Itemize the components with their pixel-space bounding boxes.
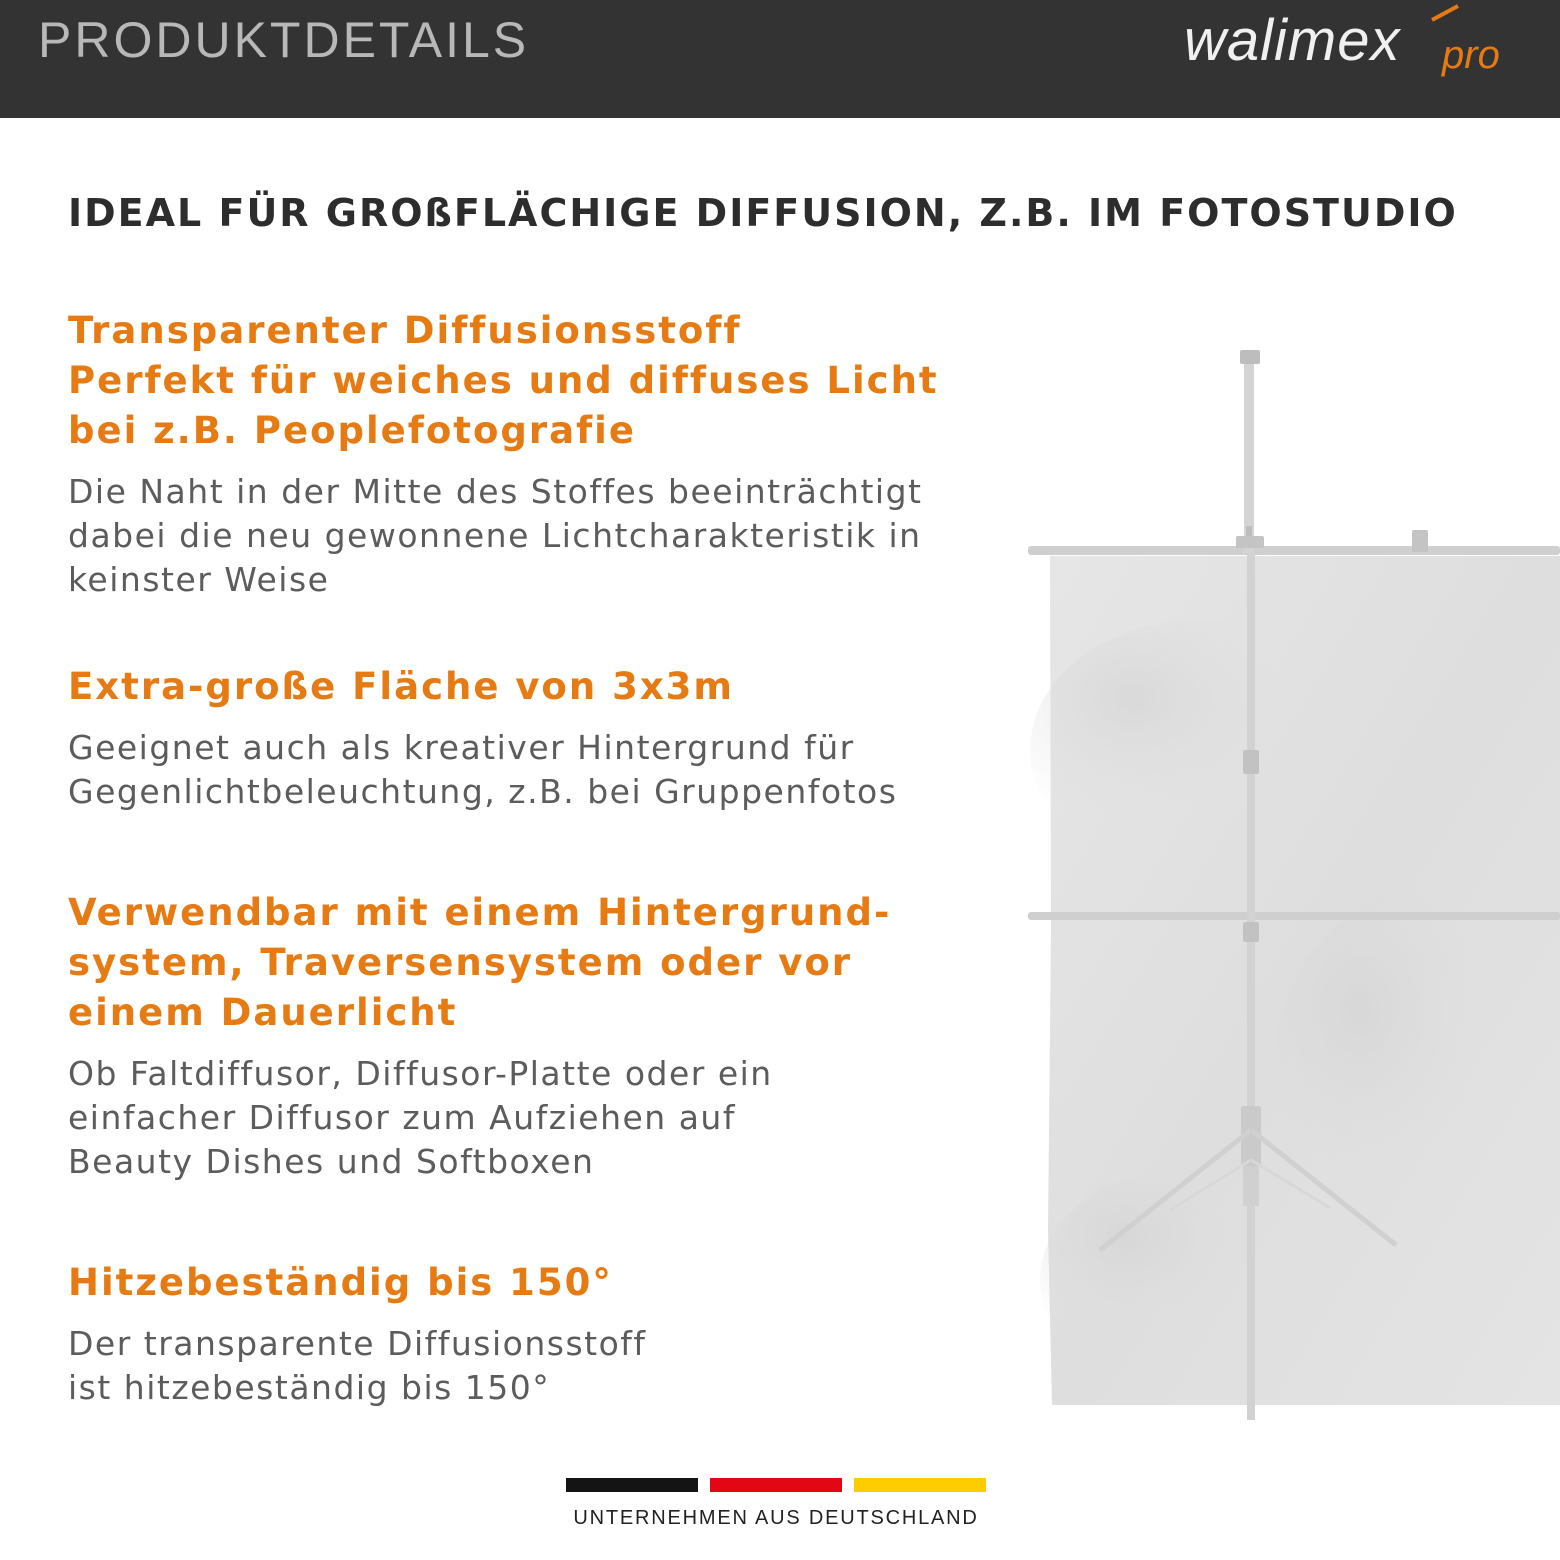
feature-heading — [68, 888, 968, 1038]
feature-text — [68, 470, 968, 602]
walimex-pro-logo — [1170, 0, 1540, 90]
text-line: Der transparente Diffusionsstoff — [68, 1324, 647, 1363]
feature-diffusion-fabric — [68, 306, 968, 602]
page-title: PRODUKTDETAILS — [38, 12, 530, 68]
stand-pole — [1247, 555, 1255, 1420]
text-line: Die Naht in der Mitte des Stoffes beeinträchtigt — [68, 472, 923, 511]
feature-text — [68, 1322, 968, 1410]
text-line: dabei die neu gewonnene Lichtcharakteristik in — [68, 516, 922, 555]
feature-heat-resistant — [68, 1258, 968, 1410]
diffusion-frame-image — [1000, 330, 1560, 1420]
feature-heading — [68, 306, 968, 456]
heading-line: Transparenter Diffusionsstoff — [68, 309, 742, 352]
lower-crossbar — [1028, 912, 1560, 920]
feature-text — [68, 1052, 968, 1184]
heading-line: Verwendbar mit einem Hintergrund- — [68, 891, 892, 934]
text-line: Ob Faltdiffusor, Diffusor-Platte oder ein — [68, 1054, 773, 1093]
feature-compatibility — [68, 888, 968, 1184]
text-line: ist hitzebeständig bis 150° — [68, 1368, 551, 1407]
flag-stripe-red — [710, 1478, 842, 1492]
heading-line: Extra-große Fläche von 3x3m — [68, 665, 734, 708]
header-bar — [0, 0, 1560, 118]
feature-text — [68, 726, 968, 814]
feature-heading — [68, 662, 968, 712]
heading-line: Hitzebeständig bis 150° — [68, 1261, 613, 1304]
flag-stripe-gold — [854, 1478, 986, 1492]
brand-name: walimex — [1184, 8, 1401, 73]
upper-crossbar — [1028, 546, 1560, 555]
tagline: IDEAL FÜR GROßFLÄCHIGE DIFFUSION, Z.B. IM FOTOSTUDIO — [68, 191, 1458, 235]
text-line: Geeignet auch als kreativer Hintergrund für — [68, 728, 855, 767]
feature-large-surface — [68, 662, 968, 814]
brand-suffix: pro — [1442, 33, 1500, 77]
text-line: Gegenlichtbeleuchtung, z.B. bei Gruppenfotos — [68, 772, 898, 811]
heading-line: bei z.B. Peoplefotografie — [68, 409, 636, 452]
flag-stripe-black — [566, 1478, 698, 1492]
heading-line: einem Dauerlicht — [68, 991, 458, 1034]
text-line: Beauty Dishes und Softboxen — [68, 1142, 595, 1181]
text-line: einfacher Diffusor zum Aufziehen auf — [68, 1098, 736, 1137]
text-line: keinster Weise — [68, 560, 330, 599]
stand-pole-top — [1244, 354, 1254, 554]
heading-line: system, Traversensystem oder vor — [68, 941, 853, 984]
logo-swoosh-icon — [1432, 6, 1458, 20]
heading-line: Perfekt für weiches und diffuses Licht — [68, 359, 939, 402]
feature-heading — [68, 1258, 968, 1308]
company-origin-note: UNTERNEHMEN AUS DEUTSCHLAND — [573, 1507, 979, 1529]
